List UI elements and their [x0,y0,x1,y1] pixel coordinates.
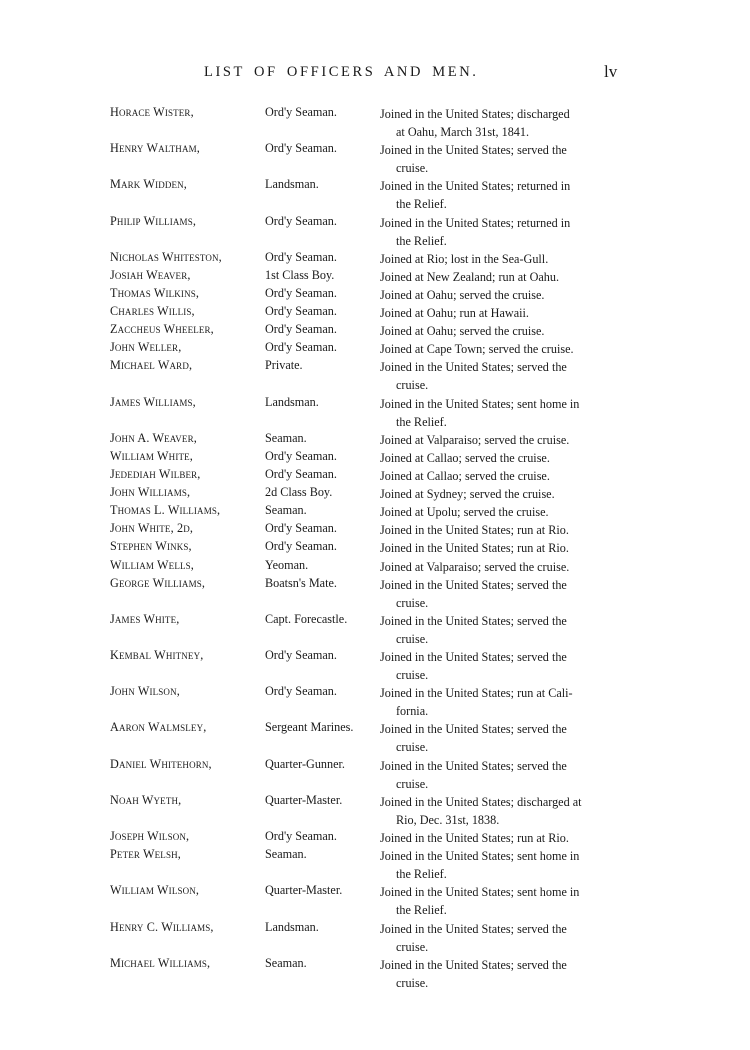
crew-rank: Ord'y Seaman. [265,340,337,355]
crew-remark-line2: cruise. [396,776,429,791]
crew-rank: Ord'y Seaman. [265,249,337,264]
crew-rank: Landsman. [265,177,319,192]
crew-remark-line1: Joined in the United States; returned in [380,179,571,194]
crew-remark [380,286,628,304]
crew-rank: Boatsn's Mate. [265,575,337,590]
crew-remark [380,539,628,557]
crew-remark-line1: Joined in the United States; served the [380,758,567,773]
crew-remark [380,558,628,576]
crew-name: John Weller, [110,340,182,355]
crew-remark-line2: cruise. [396,378,429,393]
crew-rank: Ord'y Seaman. [265,684,337,699]
crew-rank: Seaman. [265,847,307,862]
crew-rank: Ord'y Seaman. [265,322,337,337]
crew-name: Joseph Wilson, [110,829,190,843]
crew-remark [380,105,628,141]
crew-name: Philip Williams, [110,213,197,228]
crew-name: James White, [110,611,180,626]
crew-remark [380,720,628,756]
crew-remark-line1: Joined in the United States; served the [380,722,567,737]
crew-remark-line2: the Relief. [396,867,447,882]
crew-name: Thomas Wilkins, [110,286,200,300]
crew-remark [380,177,628,213]
crew-remark-line2: cruise. [396,939,429,954]
crew-rank: Ord'y Seaman. [265,467,337,481]
crew-remark-line2: cruise. [396,740,429,755]
crew-rank: Quarter-Gunner. [265,756,345,771]
crew-remark-line1: Joined in the United States; discharged [380,107,570,121]
crew-rank: Ord'y Seaman. [265,213,337,228]
crew-rank: Ord'y Seaman. [265,539,337,554]
crew-remark [380,268,628,286]
crew-rank: Landsman. [265,394,319,409]
crew-remark-line1: Joined in the United States; served the [380,957,567,972]
crew-remark-line1: Joined in the United States; discharged at [380,794,582,809]
crew-name: Stephen Winks, [110,539,192,554]
crew-remark-line2: cruise. [396,161,429,176]
crew-remark-line1: Joined in the United States; served the [380,143,567,158]
crew-remark-line2: cruise. [396,631,429,646]
crew-rank: 1st Class Boy. [265,267,335,282]
crew-remark [380,521,628,539]
crew-name: Thomas L. Williams, [110,503,221,518]
crew-name: Josiah Weaver, [110,267,191,282]
crew-remark [380,485,628,503]
crew-remark [380,576,628,612]
crew-remark [380,340,628,358]
crew-remark [380,467,628,485]
crew-remark-line2: cruise. [396,668,429,682]
crew-name: Zaccheus Wheeler, [110,322,214,337]
crew-remark [380,304,628,322]
crew-remark-line1: Joined in the United States; run at Rio. [380,541,569,556]
crew-name: Horace Wister, [110,105,194,119]
crew-remark-line1: Joined in the United States; served the [380,921,567,936]
crew-name: Charles Willis, [110,304,195,319]
crew-remark-line2: at Oahu, March 31st, 1841. [396,125,530,139]
crew-remark-line2: the Relief. [396,233,447,248]
crew-rank: Quarter-Master. [265,883,343,898]
crew-remark-line1: Joined at Valparaiso; served the cruise. [380,559,570,574]
crew-name: Aaron Walmsley, [110,720,207,735]
crew-rank: Ord'y Seaman. [265,448,337,463]
crew-remark-line2: cruise. [396,975,429,990]
crew-remark-line1: Joined in the United States; sent home in [380,885,580,900]
crew-rank: Ord'y Seaman. [265,304,337,319]
crew-remark [380,793,628,829]
crew-rank: Landsman. [265,919,319,934]
crew-name: Nicholas Whiteston, [110,249,222,264]
crew-remark-line1: Joined at Sydney; served the cruise. [380,487,555,502]
crew-name: Peter Welsh, [110,847,181,862]
crew-name: Mark Widden, [110,177,188,192]
crew-rank: 2d Class Boy. [265,485,333,500]
crew-remark [380,956,628,992]
crew-name: John Wilson, [110,684,180,699]
crew-name: William White, [110,448,193,463]
crew-remark [380,883,628,919]
crew-remark-line1: Joined in the United States; sent home in [380,396,580,411]
crew-remark [380,141,628,177]
crew-remark [380,757,628,793]
crew-remark [380,214,628,250]
crew-remark-line1: Joined in the United States; run at Cali- [380,686,573,701]
crew-name: Henry C. Williams, [110,919,214,934]
crew-remark-line2: fornia. [396,704,429,719]
crew-remark-line1: Joined in the United States; run at Rio. [380,831,569,845]
crew-remark [380,648,628,684]
crew-remark [380,920,628,956]
crew-remark-line1: Joined at Upolu; served the cruise. [380,505,549,520]
crew-remark-line1: Joined at Callao; served the cruise. [380,450,550,465]
crew-remark [380,684,628,720]
crew-remark-line1: Joined at Oahu; run at Hawaii. [380,306,529,321]
crew-remark-line1: Joined at Oahu; served the cruise. [380,288,545,302]
crew-remark [380,395,628,431]
crew-rank: Seaman. [265,430,307,445]
crew-remark-line2: Rio, Dec. 31st, 1838. [396,812,500,827]
crew-rank: Ord'y Seaman. [265,105,337,119]
crew-remark-line1: Joined in the United States; served the [380,650,567,664]
crew-remark-line1: Joined at Rio; lost in the Sea-Gull. [380,251,549,266]
crew-name: William Wells, [110,557,194,572]
page-title: LIST OF OFFICERS AND MEN. [204,64,479,80]
crew-remark-line1: Joined at New Zealand; run at Oahu. [380,269,560,284]
crew-remark-line1: Joined in the United States; served the [380,360,567,375]
crew-rank: Yeoman. [265,557,309,572]
crew-name: Kembal Whitney, [110,648,204,662]
crew-remark-line1: Joined in the United States; sent home in [380,849,580,864]
crew-name: Jedediah Wilber, [110,467,201,481]
crew-remark-line2: the Relief. [396,903,447,918]
page-number: lv [604,62,618,81]
crew-remark-line1: Joined in the United States; returned in [380,215,571,230]
crew-remark-line1: Joined at Valparaiso; served the cruise. [380,432,570,447]
crew-remark-line1: Joined at Oahu; served the cruise. [380,324,545,339]
crew-name: Michael Ward, [110,358,193,373]
crew-rank: Ord'y Seaman. [265,648,337,662]
crew-remark [380,322,628,340]
crew-remark [380,612,628,648]
crew-remark [380,449,628,467]
crew-remark [380,250,628,268]
crew-rank: Seaman. [265,503,307,518]
crew-rank: Ord'y Seaman. [265,286,337,300]
crew-remark [380,431,628,449]
crew-remark [380,847,628,883]
crew-remark [380,503,628,521]
crew-remark-line1: Joined at Cape Town; served the cruise. [380,342,574,357]
crew-rank: Capt. Forecastle. [265,611,348,626]
crew-remark-line1: Joined in the United States; served the [380,577,567,592]
crew-rank: Ord'y Seaman. [265,141,337,156]
crew-name: James Williams, [110,394,196,409]
crew-name: John White, 2d, [110,521,194,536]
crew-remark-line2: the Relief. [396,414,447,429]
crew-name: Henry Waltham, [110,141,200,156]
crew-rank: Quarter-Master. [265,792,343,807]
crew-rank: Sergeant Marines. [265,720,354,735]
crew-name: William Wilson, [110,883,200,898]
crew-remark-line1: Joined at Callao; served the cruise. [380,469,550,483]
crew-name: John A. Weaver, [110,430,197,445]
crew-rank: Private. [265,358,303,373]
crew-rank: Ord'y Seaman. [265,829,337,843]
crew-rank: Ord'y Seaman. [265,521,337,536]
crew-remark [380,829,628,847]
crew-name: Michael Williams, [110,955,211,970]
crew-rank: Seaman. [265,955,307,970]
crew-remark-line1: Joined in the United States; run at Rio. [380,523,569,538]
crew-remark-line2: cruise. [396,595,429,610]
crew-remark-line2: the Relief. [396,197,447,212]
crew-name: Daniel Whitehorn, [110,756,212,771]
crew-name: Noah Wyeth, [110,792,182,807]
crew-name: George Williams, [110,575,206,590]
crew-remark [380,358,628,394]
crew-name: John Williams, [110,485,191,500]
crew-remark-line1: Joined in the United States; served the [380,613,567,628]
